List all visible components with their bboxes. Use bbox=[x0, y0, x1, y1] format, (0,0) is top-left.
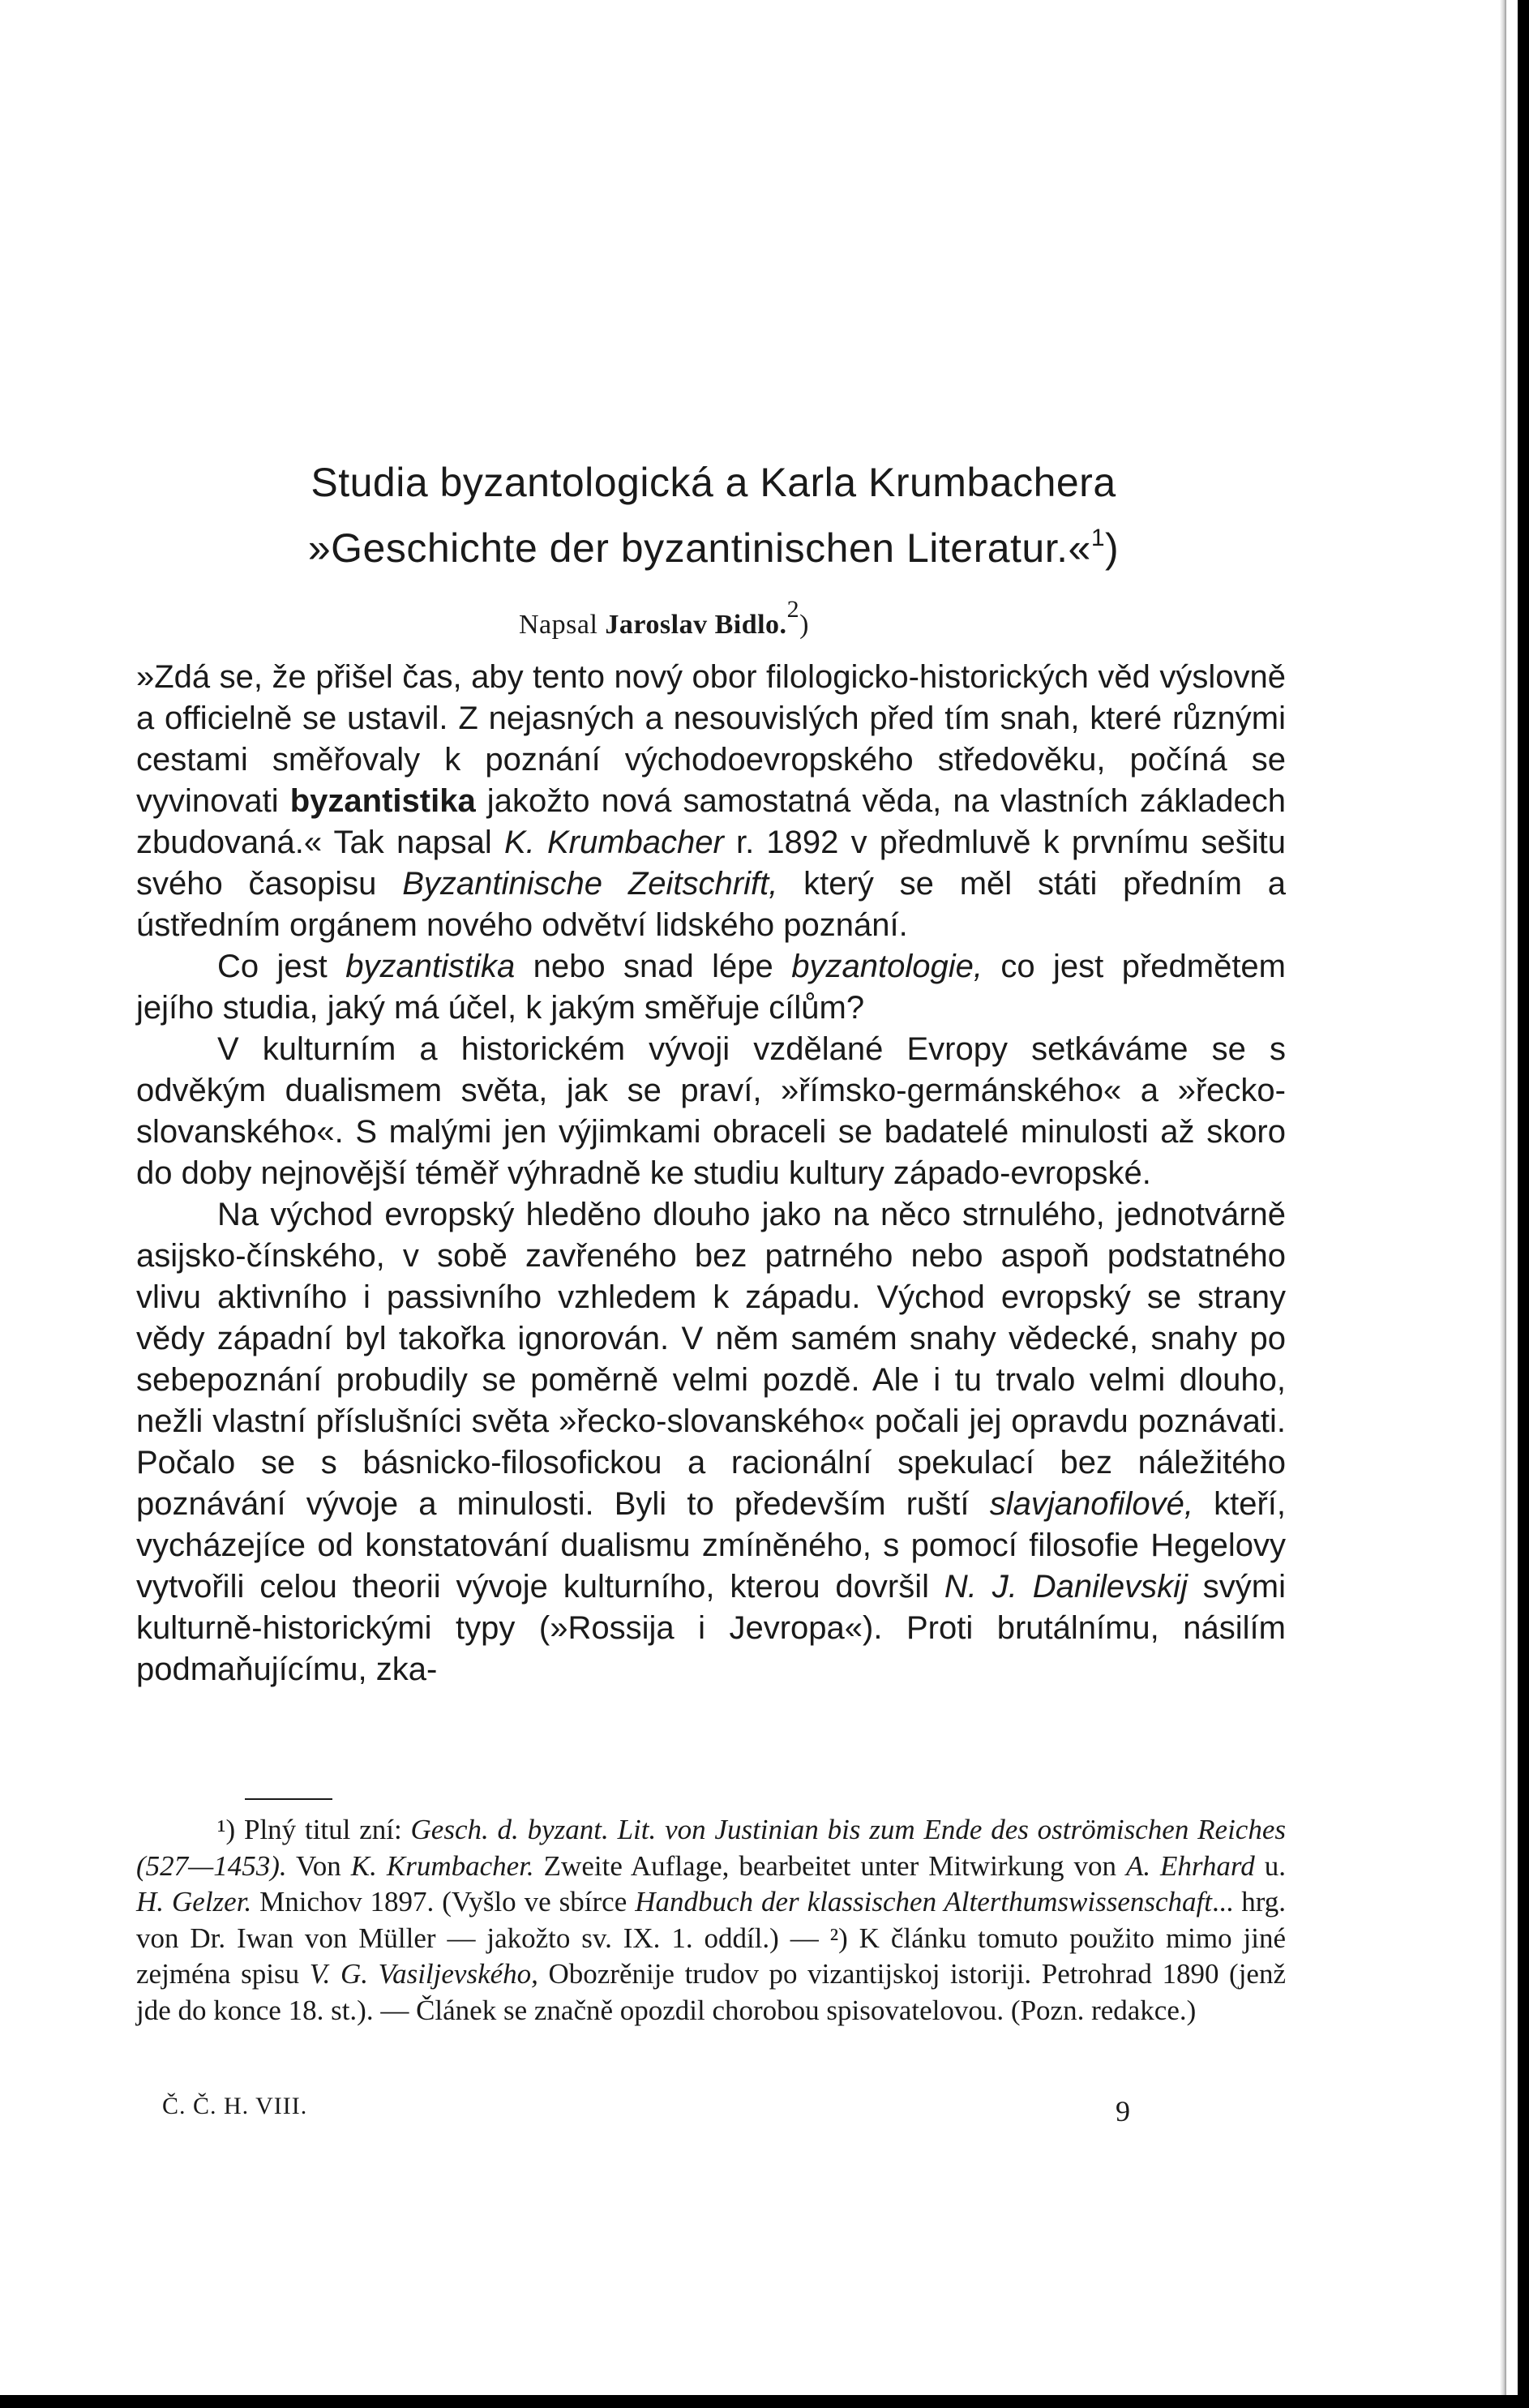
p2-text-a: Co jest bbox=[217, 949, 346, 984]
p1-bold-term: byzantistika bbox=[289, 783, 476, 819]
fn-text-d: u. bbox=[1254, 1849, 1286, 1882]
paragraph-1 bbox=[136, 657, 1286, 946]
p1-text-a: »Zdá se, že přišel čas, aby tento nový obor filologicko-historických věd výslovně a officielně se ustavil. Z nejasných a nesouvislých před tím snah, které různými cestami směřovaly k poznání východoevropského středověku, počíná se vyvinovati bbox=[136, 659, 1286, 819]
footnotes bbox=[136, 1812, 1286, 2029]
fn-text-g: Obozrěnije trudov po vizantijskoj istoriji. Petrohrad 1890 (jenž jde do konce 18. st.). — Článek se značně opozdil chorobou spisovatelovou. (Pozn. redakce.) bbox=[136, 1958, 1286, 2026]
footnote-separator bbox=[245, 1798, 332, 1800]
fn-book-title: Gesch. d. byzant. Lit. von Justinian bis zum Ende des oströmischen Reiches (527—1453). bbox=[136, 1814, 1286, 1882]
article-title-text: »Geschichte der byzantinischen Literatur.« bbox=[307, 525, 1091, 571]
p2-text-c: co jest předmětem jejího studia, jaký má účel, k jakým směřuje cílům? bbox=[136, 949, 1286, 1026]
fn-text-a: ¹) Plný titul zní: bbox=[217, 1814, 411, 1845]
p4-term: slavjanofilové, bbox=[989, 1486, 1193, 1522]
title-footnote-ref: $^1$) bbox=[1090, 525, 1120, 571]
fn-text-b: Von bbox=[286, 1849, 351, 1882]
byline: Napsal Jaroslav Bidlo.2) bbox=[519, 596, 809, 640]
fn-series-title: Handbuch der klassischen Alterthumswissenschaft bbox=[635, 1886, 1212, 1917]
signature-mark: Č. Č. H. VIII. bbox=[162, 2093, 308, 2119]
fn-author: K. Krumbacher. bbox=[350, 1849, 534, 1882]
p4-text-c: svými kulturně-historickými typy (»Rossija i Jevropa«). Proti brutálnímu, násilím podmaňujícímu, zka- bbox=[136, 1569, 1286, 1687]
p1-text-c: r. 1892 v předmluvě k prvnímu sešitu svého časopisu bbox=[136, 825, 1286, 902]
p4-author-ref: N. J. Danilevskij bbox=[944, 1569, 1188, 1605]
fn-text-f: ... hrg. von Dr. Iwan von Müller — jakožto sv. IX. 1. oddíl.) — ²) K článku tomuto použito mimo jiné zejména spisu bbox=[136, 1886, 1286, 1990]
paragraph-3: V kulturním a historickém vývoji vzdělané Evropy setkáváme se s odvěkým dualismem světa, jak se praví, »římsko-germánského« a »řecko-slovanského«. S malými jen výjimkami obraceli se badatelé minulosti až skoro do doby nejnovější téměř výhradně ke studiu kultury západo-evropské. bbox=[136, 1031, 1286, 1191]
p4-text-b: kteří, vycházejíce od konstatování dualismu zmíněného, s pomocí filosofie Hegelovy vytvořili celou theorii vývoje kulturního, kterou dovršil bbox=[136, 1486, 1286, 1605]
page-edge-shadow bbox=[1500, 0, 1506, 2395]
paragraph-2 bbox=[136, 946, 1286, 1029]
author-name: Jaroslav Bidlo. bbox=[605, 610, 787, 640]
article-title-line-2 bbox=[227, 514, 1200, 572]
p2-term-1: byzantistika bbox=[345, 949, 516, 984]
p1-text-d: který se měl státi předním a ústředním orgánem nového odvětví lidského poznání. bbox=[136, 866, 1286, 943]
p4-text-a: Na východ evropský hleděno dlouho jako na něco strnulého, jednotvárně asijsko-čínského, v sobě zavřeného bez patrného nebo aspoň podstatného vlivu aktivního i passivního vzhledem k západu. Východ evropský se strany vědy západní byl takořka ignorován. V něm samém snahy vědecké, snahy po sebepoznání probudily se poměrně velmi pozdě. Ale i tu trvalo velmi dlouho, nežli vlastní příslušníci světa »řecko-slovanského« počali jej opravdu poznávati. Počalo se s básnicko-filosofickou a racionální spekulací bez náležitého poznávání vývoje a minulosti. Byli to především ruští bbox=[136, 1197, 1286, 1522]
author-footnote-mark: 2 bbox=[786, 596, 800, 623]
p2-term-2: byzantologie, bbox=[791, 949, 983, 984]
fn-text-e: Mnichov 1897. (Vyšlo ve sbírce bbox=[251, 1886, 636, 1917]
fn-source-author: V. G. Vasiljevského, bbox=[309, 1958, 538, 1990]
fn-coauthor-2: H. Gelzer. bbox=[136, 1886, 252, 1917]
p1-author-ref: K. Krumbacher bbox=[504, 825, 724, 860]
article-title-line-1: Studia byzantologická a Karla Krumbachera bbox=[311, 460, 1116, 505]
page-number: 9 bbox=[1116, 2095, 1130, 2127]
title-footnote-mark: 1 bbox=[1090, 525, 1106, 551]
byline-prefix: Napsal bbox=[519, 610, 598, 640]
p2-text-b: nebo snad lépe bbox=[515, 949, 792, 984]
p1-journal-title: Byzantinische Zeitschrift, bbox=[402, 866, 778, 902]
footnote-1 bbox=[136, 1812, 1286, 2029]
p1-text-b: jakožto nová samostatná věda, na vlastních základech zbudovaná.« Tak napsal bbox=[136, 783, 1286, 860]
fn-coauthor-1: A. Ehrhard bbox=[1125, 1849, 1255, 1882]
article-body bbox=[136, 657, 1286, 1690]
paragraph-4 bbox=[136, 1194, 1286, 1690]
fn-text-c: Zweite Auflage, bearbeitet unter Mitwirkung von bbox=[533, 1849, 1126, 1882]
